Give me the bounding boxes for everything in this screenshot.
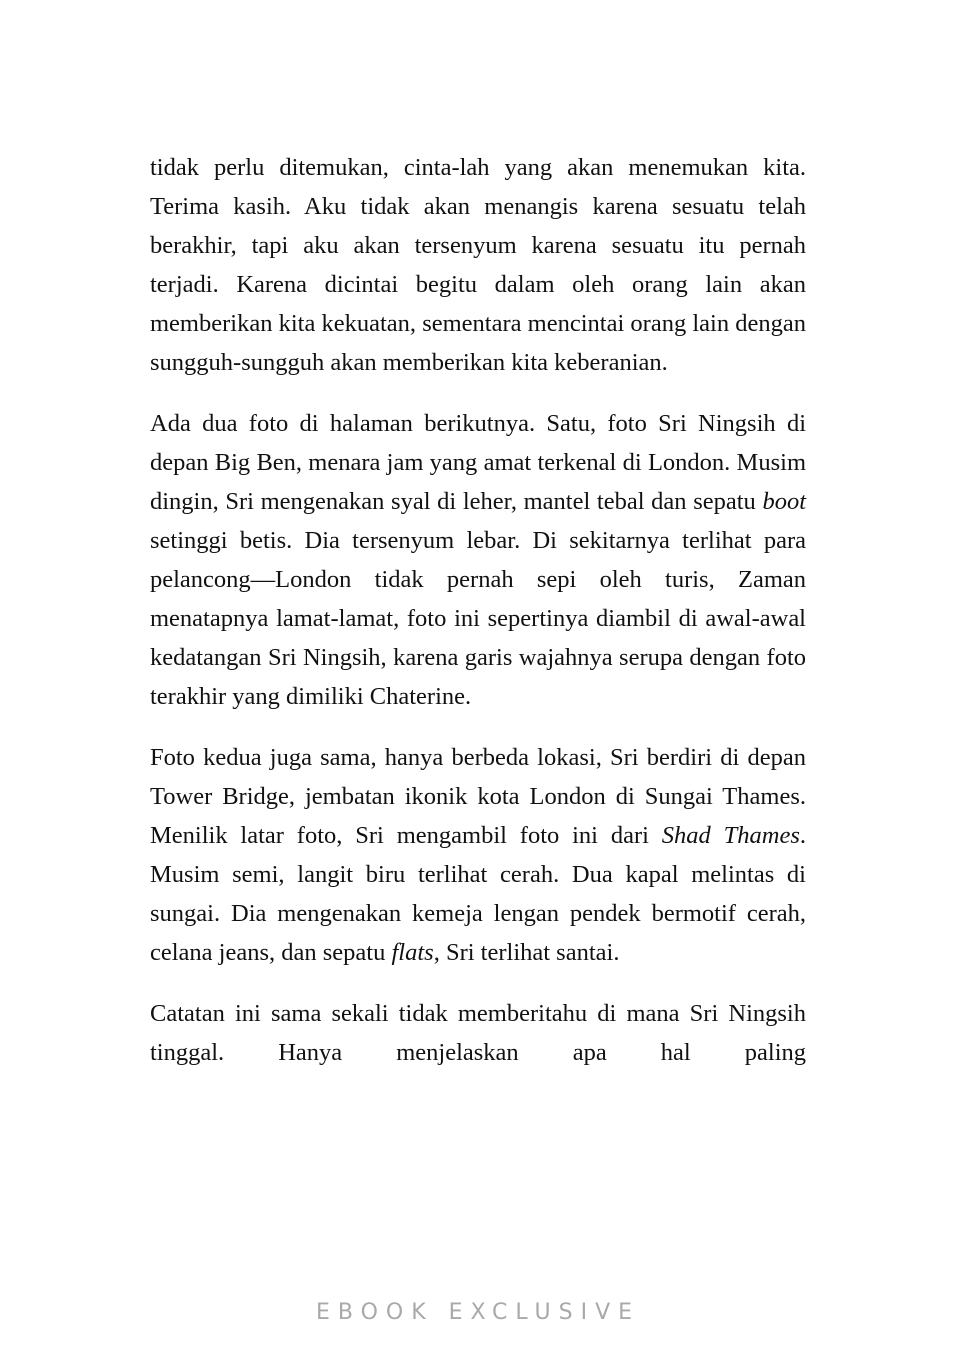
text-run: tidak perlu ditemukan, cinta-lah yang akan menemukan kita. Terima kasih. Aku tidak akan menangis karena sesuatu telah berakhir, tapi aku akan tersenyum karena sesuatu itu pernah terjadi. Karena dicintai begitu dalam oleh orang lain akan memberikan kita kekuatan, sementara mencintai orang lain dengan sungguh-sungguh akan memberikan kita keberanian.: [150, 154, 806, 376]
text-run: . Musim semi, langit biru terlihat cerah. Dua kapal melintas di sungai. Dia mengenakan kemeja lengan pendek bermotif cerah, celana jeans, dan sepatu: [150, 822, 806, 966]
paragraph: [150, 148, 806, 382]
paragraph: [150, 404, 806, 716]
text-run: Ada dua foto di halaman berikutnya. Satu, foto Sri Ningsih di depan Big Ben, menara jam yang amat terkenal di London. Musim dingin, Sri mengenakan syal di leher, mantel tebal dan sepatu: [150, 410, 806, 515]
page-body: [150, 148, 806, 1094]
text-run: , Sri terlihat santai.: [433, 939, 620, 966]
text-run: setinggi betis. Dia tersenyum lebar. Di sekitarnya terlihat para pelancong—London tidak pernah sepi oleh turis, Zaman menatapnya lamat-lamat, foto ini sepertinya diambil di awal-awal kedatangan Sri Ningsih, karena garis wajahnya serupa dengan foto terakhir yang dimiliki Chaterine.: [150, 527, 806, 710]
italic-text: flats: [391, 939, 434, 966]
italic-text: boot: [762, 488, 806, 515]
text-run: Catatan ini sama sekali tidak memberitahu di mana Sri Ningsih tinggal. Hanya menjelaskan apa hal paling: [150, 1000, 806, 1066]
footer-watermark: EBOOK EXCLUSIVE: [315, 1300, 641, 1325]
paragraph: [150, 994, 806, 1072]
italic-text: Shad Thames: [661, 822, 800, 849]
text-run: Foto kedua juga sama, hanya berbeda lokasi, Sri berdiri di depan Tower Bridge, jembatan ikonik kota London di Sungai Thames. Menilik latar foto, Sri mengambil foto ini dari: [150, 744, 806, 849]
paragraph: [150, 738, 806, 972]
